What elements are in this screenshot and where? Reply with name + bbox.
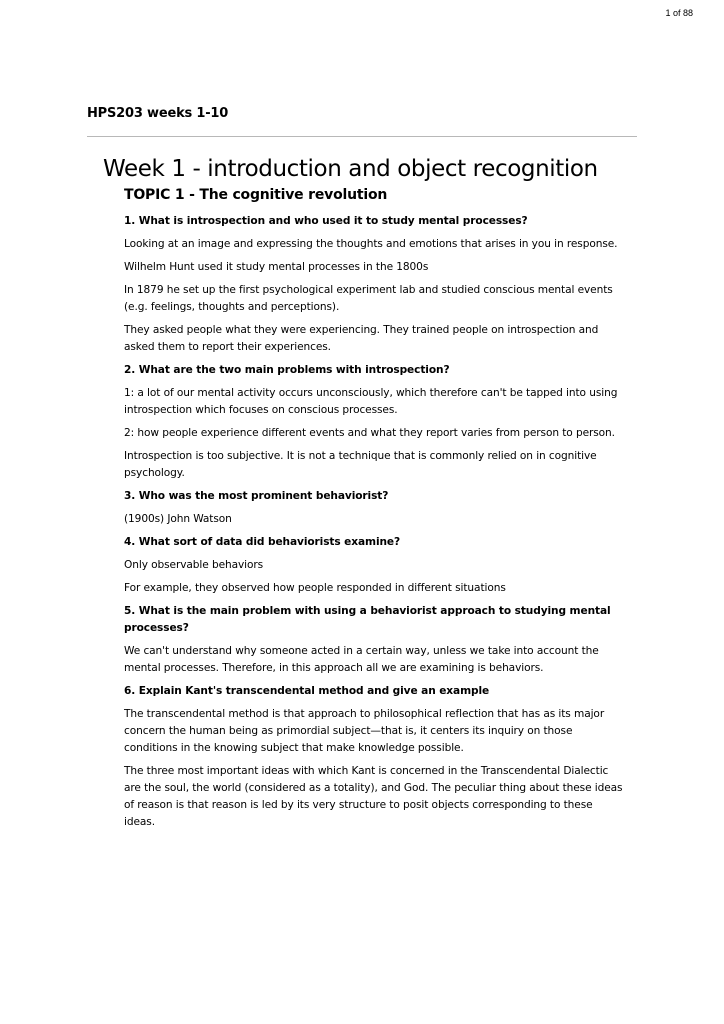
question-heading: 3. Who was the most prominent behaviorist? <box>124 490 389 502</box>
question-heading: 2. What are the two main problems with introspection? <box>124 364 450 376</box>
week-heading: Week 1 - introduction and object recognition <box>103 156 598 182</box>
answer-paragraph: They asked people what they were experiencing. They trained people on introspection and asked them to report their experiences. <box>124 324 599 353</box>
answer-paragraph: Looking at an image and expressing the thoughts and emotions that arises in you in response. <box>124 238 618 250</box>
answer-paragraph: The transcendental method is that approach to philosophical reflection that has as its major concern the human being as primordial subject—that is, it centers its inquiry on those conditions in the knowing subject that make knowledge possible. <box>124 708 605 754</box>
topic-heading: TOPIC 1 - The cognitive revolution <box>124 187 388 203</box>
answer-paragraph: The three most important ideas with which Kant is concerned in the Transcendental Dialectic are the soul, the world (considered as a totality), and God. The peculiar thing about these ideas of reason is that reason is led by its very structure to posit objects corresponding to these ideas. <box>124 765 623 828</box>
answer-paragraph: Introspection is too subjective. It is not a technique that is commonly relied on in cognitive psychology. <box>124 450 597 479</box>
answer-paragraph: 1: a lot of our mental activity occurs unconsciously, which therefore can't be tapped into using introspection which focuses on conscious processes. <box>124 387 618 416</box>
answer-paragraph: In 1879 he set up the first psychological experiment lab and studied conscious mental events (e.g. feelings, thoughts and perceptions). <box>124 284 613 313</box>
answer-paragraph: Only observable behaviors <box>124 559 264 571</box>
answer-paragraph: 2: how people experience different events and what they report varies from person to person. <box>124 427 615 439</box>
notes-body <box>124 213 624 837</box>
question-heading: 4. What sort of data did behaviorists examine? <box>124 536 401 548</box>
answer-paragraph: We can't understand why someone acted in a certain way, unless we take into account the mental processes. Therefore, in this approach all we are examining is behaviors. <box>124 645 599 674</box>
page-number: 1 of 88 <box>665 8 693 18</box>
document-title: HPS203 weeks 1-10 <box>87 106 229 121</box>
question-heading: 6. Explain Kant's transcendental method and give an example <box>124 685 490 697</box>
question-heading: 5. What is the main problem with using a behaviorist approach to studying mental processes? <box>124 605 611 634</box>
question-heading: 1. What is introspection and who used it to study mental processes? <box>124 215 528 227</box>
answer-paragraph: (1900s) John Watson <box>124 513 232 525</box>
answer-paragraph: Wilhelm Hunt used it study mental processes in the 1800s <box>124 261 429 273</box>
title-divider <box>87 136 637 137</box>
answer-paragraph: For example, they observed how people responded in different situations <box>124 582 506 594</box>
